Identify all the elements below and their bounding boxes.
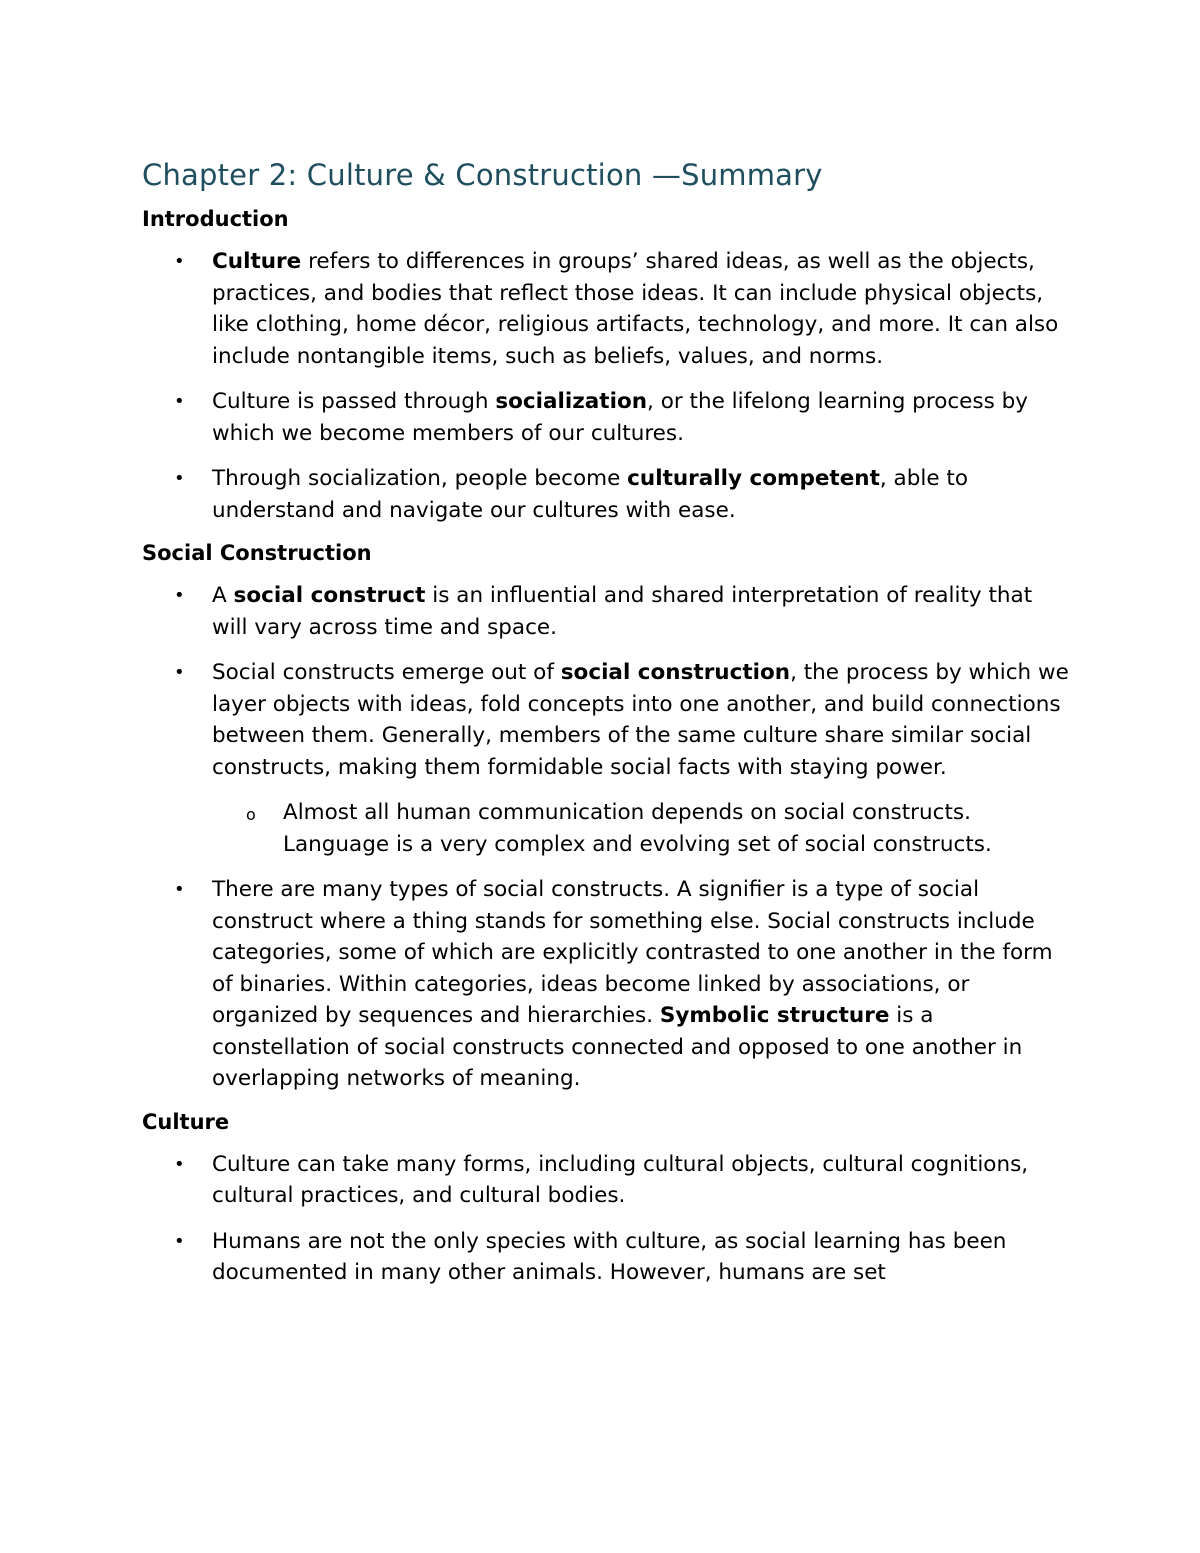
section-culture (142, 1109, 1072, 1289)
list-item (142, 246, 1072, 372)
bullet-icon: • (174, 879, 185, 900)
item-text: is an influential and shared interpretation of reality that will vary across time and space. (212, 583, 1033, 640)
item-text: There are many types of social constructs. A signifier is a type of social construct where a thing stands for something else. Social constructs include categories, some of which are explicitly contrasted to one another in the form of binaries. Within categories, ideas become linked by associations, or organized by sequences and hierarchies. (212, 877, 1053, 1028)
list-item (142, 580, 1072, 643)
section-heading: Culture (142, 1109, 230, 1134)
bullet-icon: • (174, 1230, 185, 1252)
list-item (142, 1226, 1072, 1289)
bold-term: culturally competent (627, 466, 880, 491)
list-item (142, 463, 1072, 526)
item-text: Through socialization, people become (212, 466, 628, 491)
item-text: A (212, 583, 234, 608)
document-page (142, 152, 1072, 1303)
item-text: Humans are not the only species with culture, as social learning has been documented in many other animals. However, humans are set (212, 1228, 1007, 1285)
bullet-icon: • (174, 251, 185, 272)
item-text: Culture can take many forms, including cultural objects, cultural cognitions, cultural practices, and cultural bodies. (212, 1151, 1029, 1208)
item-text: Almost all human communication depends on social constructs. Language is a very complex and evolving set of social constructs. (283, 800, 992, 857)
bullet-icon: • (174, 1153, 185, 1175)
bullet-icon: • (174, 468, 185, 489)
list-item (142, 1149, 1072, 1212)
bold-term: Symbolic structure (659, 1003, 890, 1028)
bold-term: social construct (233, 583, 426, 608)
bullet-list (142, 246, 1072, 526)
item-text: , or the lifelong learning process by which we become members of our cultures. (212, 389, 1029, 446)
item-text: , the process by which we layer objects with ideas, fold concepts into one another, and build connections between them. Generally, members of the same culture share similar social constructs, making them formidable social facts with staying power. (212, 660, 1069, 780)
item-text: is a constellation of social constructs connected and opposed to one another in overlapping networks of meaning. (212, 1003, 1023, 1091)
bold-term: socialization (495, 389, 648, 414)
bullet-icon: • (174, 662, 185, 683)
item-text: , able to understand and navigate our cultures with ease. (212, 466, 968, 523)
section-heading: Social Construction (142, 541, 372, 565)
list-item (142, 874, 1072, 1095)
bullet-icon: • (174, 391, 185, 412)
bullet-list (142, 580, 1072, 1095)
item-text: Culture is passed through (212, 389, 496, 414)
list-item (142, 386, 1072, 449)
bold-term: Culture (212, 249, 302, 274)
item-text: refers to differences in groups’ shared ideas, as well as the objects, practices, and bodies that reflect those ideas. It can include physical objects, like clothing, home décor, religious artifacts, technology, and more. It can also include nontangible items, such as beliefs, values, and norms. (212, 249, 1059, 369)
section-introduction (142, 206, 1072, 526)
list-item (142, 657, 1072, 860)
section-social-construction (142, 540, 1072, 1095)
page-title: Chapter 2: Culture & Construction —Summary (142, 158, 823, 192)
sub-bullet-icon: o (246, 805, 256, 824)
item-text: Social constructs emerge out of (212, 660, 561, 685)
section-heading: Introduction (142, 207, 289, 231)
sub-list-item (212, 797, 1072, 860)
bullet-icon: • (174, 585, 185, 606)
sub-bullet-list (212, 797, 1072, 860)
bullet-list (142, 1149, 1072, 1289)
bold-term: social construction (560, 660, 791, 685)
